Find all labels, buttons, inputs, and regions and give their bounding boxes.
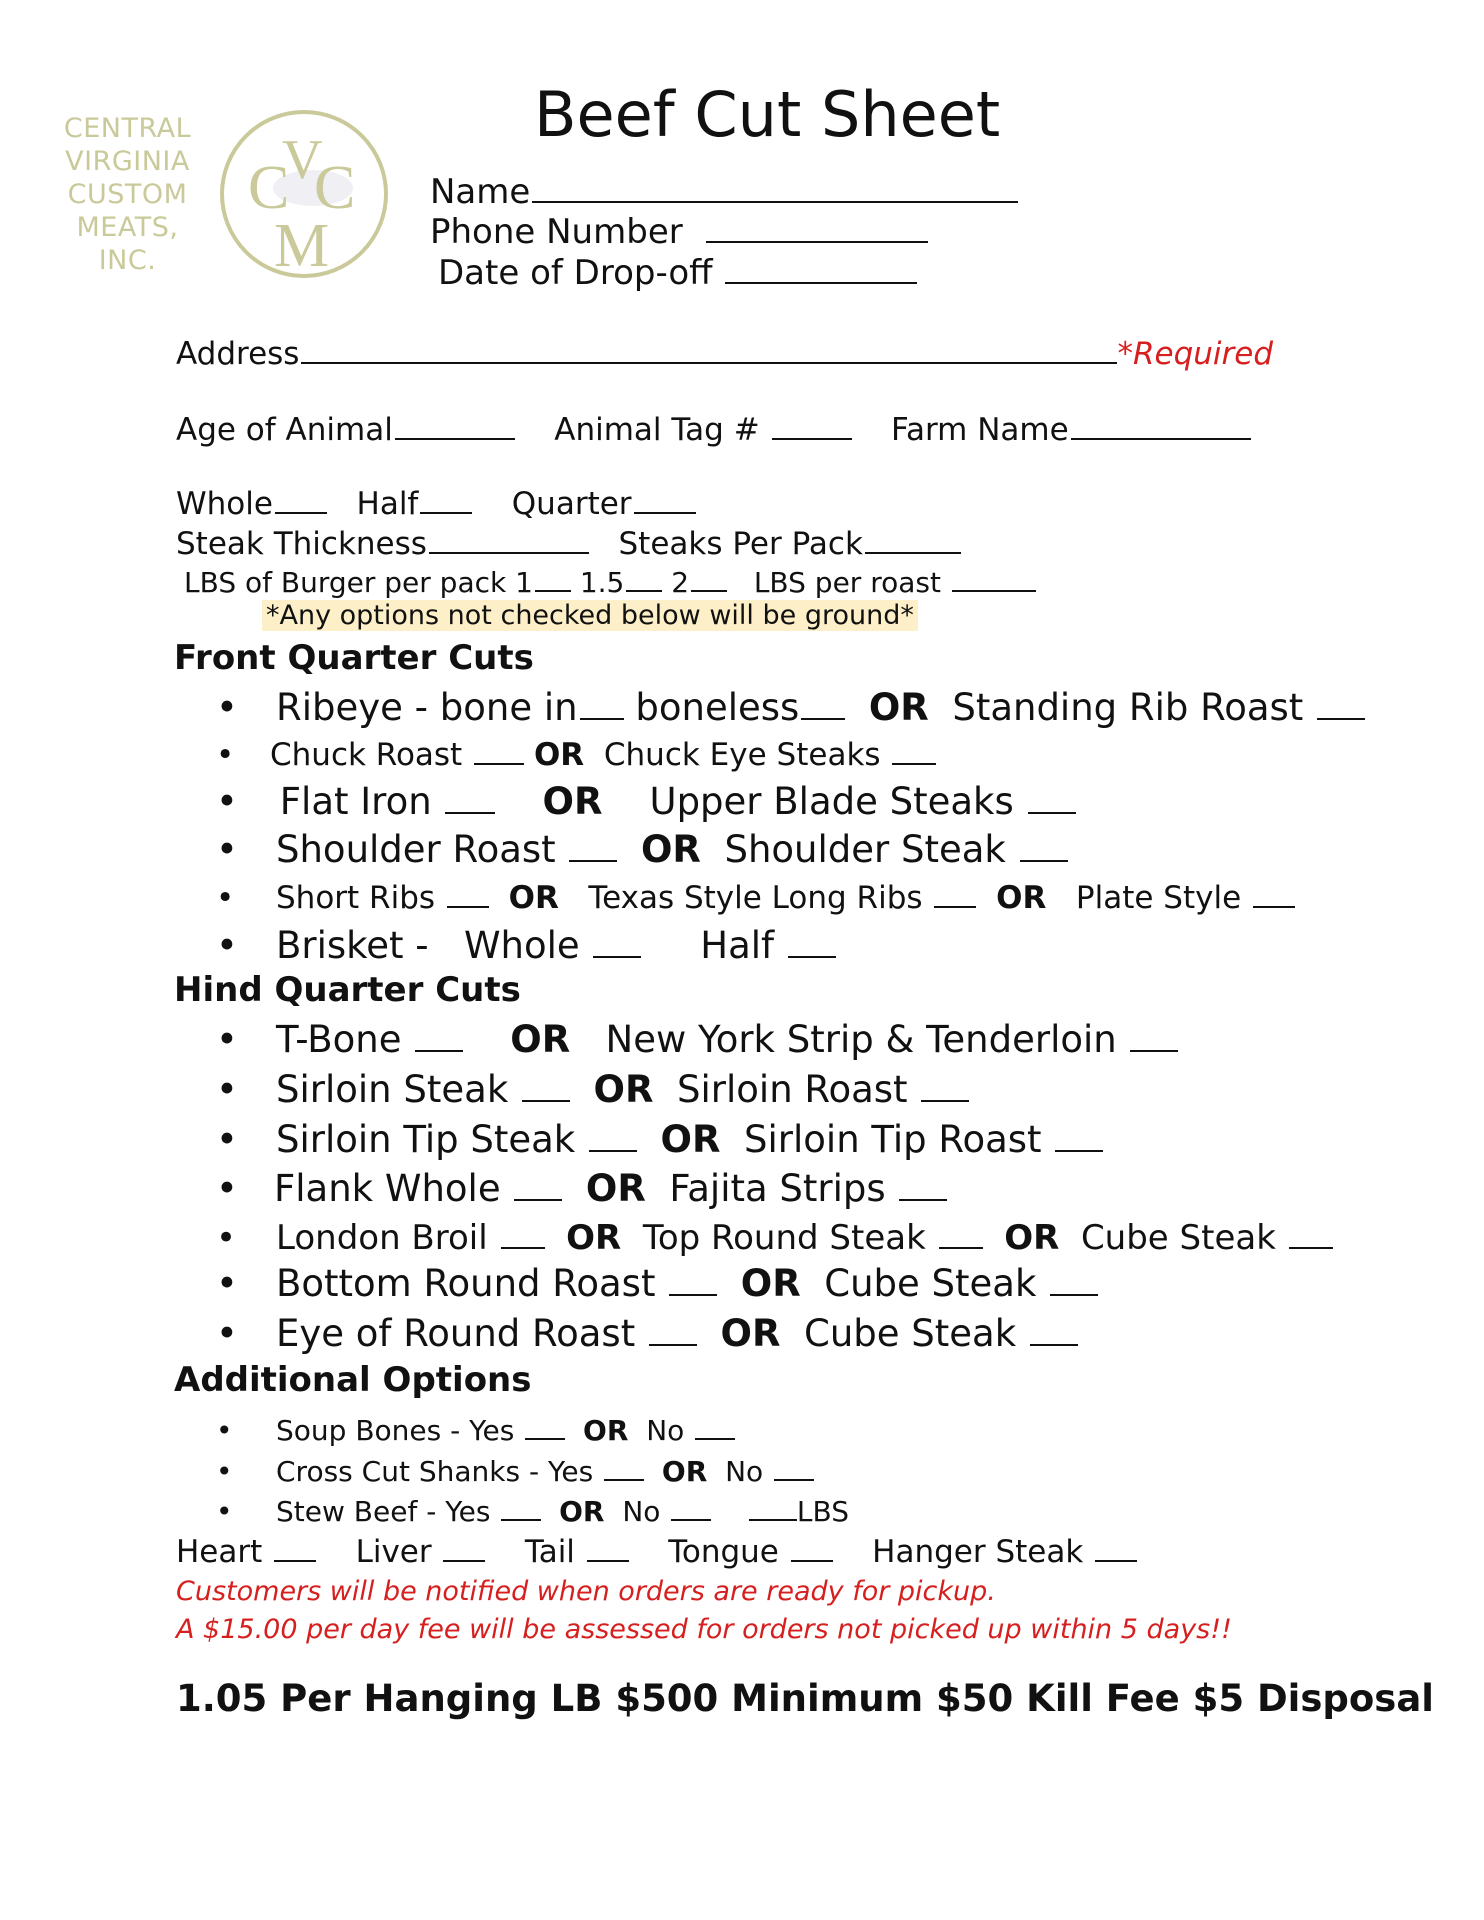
cube-steak-field[interactable] [1050,1293,1098,1296]
or-label: OR [661,1455,708,1488]
short-ribs-field[interactable] [447,905,489,908]
ribeye-bone-in-field[interactable] [580,717,624,720]
sirloin-tip-roast-field[interactable] [1055,1149,1103,1152]
chuck-row: • Chuck Roast OR Chuck Eye Steaks [216,737,936,773]
or-label: OR [583,1414,629,1447]
cube-steak: Cube Steak [824,1262,1037,1305]
farm-label: Farm Name [890,412,1069,448]
sirloin-roast: Sirloin Roast [677,1068,908,1111]
or-label: OR [640,828,701,871]
name-field[interactable] [532,200,1018,203]
eye-of-round-row: • Eye of Round Roast OR Cube Steak [216,1312,1078,1355]
or-label: OR [593,1068,654,1111]
shanks-no-field[interactable] [774,1478,814,1481]
address-row [176,336,1273,372]
shanks-no: No [725,1455,764,1488]
phone-row [430,212,928,252]
or-label: OR [510,1018,571,1061]
or-label: OR [542,780,603,823]
dropoff-label: Date of Drop-off [438,253,713,293]
logo-line: MEATS, [76,212,179,243]
cube-steak-field[interactable] [1289,1246,1333,1249]
additional-options-heading: Additional Options [174,1360,532,1400]
soup-no-field[interactable] [695,1437,735,1440]
ribs-row: • Short Ribs OR Texas Style Long Ribs OR Plate Style [216,880,1295,916]
chuck-eye-steaks: Chuck Eye Steaks [603,737,881,773]
tbone-row: • T-Bone OR New York Strip & Tenderloin [216,1018,1178,1061]
shoulder-roast-field[interactable] [569,859,617,862]
ribeye-boneless-field[interactable] [801,717,845,720]
top-round-steak: Top Round Steak [642,1218,926,1258]
dropoff-row [438,253,917,293]
shanks-yes: Cross Cut Shanks - Yes [276,1455,594,1488]
top-round-field[interactable] [939,1246,983,1249]
sirloin-steak-field[interactable] [522,1099,570,1102]
tag-field[interactable] [772,437,852,440]
stew-beef-yes: Stew Beef - Yes [276,1495,491,1528]
chuck-roast-field[interactable] [474,762,524,765]
address-label: Address [176,336,300,372]
brisket-half: Half [700,924,775,967]
burger-row [184,566,1036,599]
stew-lbs-field[interactable] [749,1518,797,1521]
sirloin-tip-roast: Sirloin Tip Roast [744,1118,1042,1161]
or-label: OR [868,686,929,729]
london-broil: London Broil [276,1218,488,1258]
burger-1-field[interactable] [535,589,571,592]
hanger-steak-field[interactable] [1095,1559,1137,1562]
cube-steak-field[interactable] [1030,1343,1078,1346]
brisket-row: • Brisket - Whole Half [216,924,836,967]
plate-style: Plate Style [1075,880,1242,916]
animal-row [176,412,1251,448]
quarter-field[interactable] [634,511,696,514]
cvcm-monogram-logo [218,108,390,280]
roast-field[interactable] [952,589,1036,592]
or-label: OR [740,1262,801,1305]
tongue-label: Tongue [668,1534,779,1570]
burger-label: LBS of Burger per pack 1 [184,566,533,599]
shoulder-roast: Shoulder Roast [276,828,556,871]
london-broil-row: • London Broil OR Top Round Steak OR Cube Steak [216,1218,1333,1258]
chuck-eye-field[interactable] [892,762,936,765]
flank-row: • Flank Whole OR Fajita Strips [216,1167,947,1210]
quarter-label: Quarter [511,486,632,522]
sirloin-steak: Sirloin Steak [276,1068,509,1111]
shanks-row: • Cross Cut Shanks - Yes OR No [216,1455,814,1488]
svg-text:C: C [314,154,356,222]
liver-field[interactable] [443,1559,485,1562]
page-title: Beef Cut Sheet [534,78,1001,151]
bottom-round-field[interactable] [669,1293,717,1296]
or-label: OR [533,737,585,773]
sirloin-tip-row: • Sirloin Tip Steak OR Sirloin Tip Roast [216,1118,1103,1161]
sirloin-roast-field[interactable] [921,1099,969,1102]
hanger-steak-label: Hanger Steak [872,1534,1084,1570]
texas-ribs-field[interactable] [934,905,976,908]
logo-line: VIRGINIA [65,146,190,177]
stew-beef-row: • Stew Beef - Yes OR No LBS [216,1495,849,1528]
half-label: Half [356,486,419,522]
or-label: OR [660,1118,721,1161]
age-field[interactable] [395,437,515,440]
shoulder-row: • Shoulder Roast OR Shoulder Steak [216,828,1068,871]
heart-label: Heart [176,1534,263,1570]
texas-long-ribs: Texas Style Long Ribs [588,880,923,916]
stew-no-field[interactable] [671,1518,711,1521]
fajita-strips: Fajita Strips [669,1167,886,1210]
or-label: OR [508,880,559,916]
ribeye-row: • Ribeye - bone in boneless OR Standing Rib Roast [216,686,1365,729]
ground-note: *Any options not checked below will be ground* [262,600,918,631]
logo-line: INC. [98,245,157,276]
fajita-strips-field[interactable] [899,1198,947,1201]
standing-rib-field[interactable] [1317,717,1365,720]
bottom-round-row: • Bottom Round Roast OR Cube Steak [216,1262,1098,1305]
svg-text:V: V [282,129,323,191]
logo-text [40,112,215,277]
chuck-roast: Chuck Roast [270,737,463,773]
ribeye-bone-in: Ribeye - bone in [276,686,578,729]
or-label: OR [996,880,1047,916]
name-row [430,172,1018,212]
or-label: OR [559,1495,605,1528]
phone-label: Phone Number [430,212,683,252]
ny-strip-field[interactable] [1130,1049,1178,1052]
front-quarter-heading: Front Quarter Cuts [174,638,534,678]
london-broil-field[interactable] [501,1246,545,1249]
cube-steak: Cube Steak [1080,1218,1276,1258]
flank-whole: Flank Whole [274,1167,501,1210]
burger-opt-2: 2 [671,566,690,599]
pricing-line: 1.05 Per Hanging LB $500 Minimum $50 Kill Fee $5 Disposal [176,1677,1434,1720]
per-pack-field[interactable] [865,551,961,554]
soup-bones-yes: Soup Bones - Yes [276,1414,515,1447]
eye-of-round-roast: Eye of Round Roast [276,1312,636,1355]
half-field[interactable] [420,511,472,514]
flat-iron-field[interactable] [445,811,495,814]
ribeye-boneless: boneless [635,686,800,729]
whole-label: Whole [176,486,273,522]
svg-text:C: C [248,154,290,222]
burger-opt-15: 1.5 [579,566,625,599]
t-bone-field[interactable] [415,1049,463,1052]
shanks-yes-field[interactable] [604,1478,644,1481]
soup-bones-row: • Soup Bones - Yes OR No [216,1414,735,1447]
logo-line: CUSTOM [67,179,188,210]
brisket-whole-field[interactable] [593,955,641,958]
pickup-notice: Customers will be notified when orders are ready for pickup. [176,1576,996,1607]
flat-iron-row: • Flat Iron OR Upper Blade Steaks [216,780,1076,823]
steak-row [176,526,961,562]
offal-row [176,1534,1137,1570]
burger-2-field[interactable] [691,589,727,592]
phone-field[interactable] [706,240,928,243]
tail-label: Tail [524,1534,575,1570]
or-label: OR [585,1167,646,1210]
flat-iron: Flat Iron [279,780,432,823]
svg-text:M: M [274,212,330,280]
tail-field[interactable] [587,1559,629,1562]
burger-15-field[interactable] [626,589,662,592]
shoulder-steak-field[interactable] [1020,859,1068,862]
thickness-field[interactable] [429,551,589,554]
tag-label: Animal Tag # [554,412,760,448]
plate-style-field[interactable] [1253,905,1295,908]
logo-line: CENTRAL [63,113,192,144]
soup-bones-no: No [646,1414,685,1447]
t-bone: T-Bone [276,1018,402,1061]
or-label: OR [720,1312,781,1355]
farm-field[interactable] [1071,437,1251,440]
thickness-label: Steak Thickness [176,526,427,562]
late-fee-notice: A $15.00 per day fee will be assessed for orders not picked up within 5 days!! [176,1614,1232,1645]
sirloin-row: • Sirloin Steak OR Sirloin Roast [216,1068,969,1111]
brisket-half-field[interactable] [788,955,836,958]
portion-row [176,486,696,522]
cube-steak: Cube Steak [803,1312,1017,1355]
flank-whole-field[interactable] [514,1198,562,1201]
or-label: OR [1004,1218,1060,1258]
eye-of-round-field[interactable] [649,1343,697,1346]
short-ribs: Short Ribs [276,880,436,916]
tongue-field[interactable] [791,1559,833,1562]
brisket-whole: Whole [463,924,580,967]
liver-label: Liver [355,1534,432,1570]
dropoff-field[interactable] [725,281,917,284]
upper-blade-steaks: Upper Blade Steaks [649,780,1014,823]
or-label: OR [566,1218,622,1258]
sirloin-tip-steak: Sirloin Tip Steak [276,1118,576,1161]
stew-yes-field[interactable] [501,1518,541,1521]
required-note: *Required [1117,336,1274,372]
soup-yes-field[interactable] [525,1437,565,1440]
sirloin-tip-steak-field[interactable] [589,1149,637,1152]
heart-field[interactable] [274,1559,316,1562]
shoulder-steak: Shoulder Steak [724,828,1006,871]
standing-rib-roast: Standing Rib Roast [952,686,1304,729]
stew-beef-no: No [622,1495,661,1528]
address-field[interactable] [301,361,1117,364]
upper-blade-field[interactable] [1028,811,1076,814]
whole-field[interactable] [275,511,327,514]
age-label: Age of Animal [176,412,393,448]
hind-quarter-heading: Hind Quarter Cuts [174,970,521,1010]
brisket-label: Brisket - [276,924,429,967]
name-label: Name [430,172,531,212]
ny-strip-tenderloin: New York Strip & Tenderloin [605,1018,1117,1061]
roast-label: LBS per roast [753,566,941,599]
bottom-round-roast: Bottom Round Roast [276,1262,656,1305]
per-pack-label: Steaks Per Pack [618,526,863,562]
stew-lbs-label: LBS [796,1495,849,1528]
